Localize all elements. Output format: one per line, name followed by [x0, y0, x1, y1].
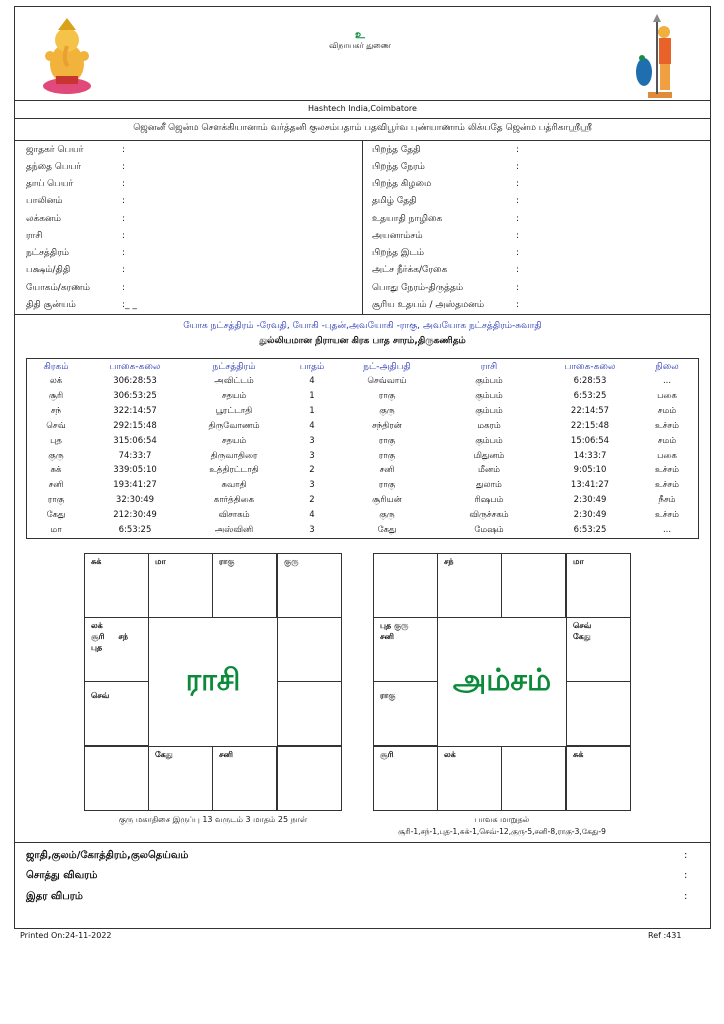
detail-colon: :: [122, 196, 126, 206]
amsam-house-text: கேது: [573, 632, 591, 641]
amsam-house: [437, 746, 502, 811]
detail-colon: :: [122, 145, 126, 155]
detail-label: பொது நேரம்-திருத்தம்: [372, 283, 464, 293]
table-cell: 322:14:57: [113, 405, 157, 416]
table-cell: குரு: [48, 450, 64, 461]
table-cell: கும்பம்: [475, 435, 503, 446]
nirayana-line: துல்லியமான நிராயன கிரக பாத சாரம்,திருகணிதம்: [259, 336, 466, 346]
rasi-house: [212, 746, 277, 811]
table-cell: 32:30:49: [115, 495, 155, 506]
table-cell: 6:53:25: [573, 525, 607, 535]
detail-colon: :: [122, 265, 126, 275]
footer-colon: :: [684, 850, 688, 861]
verse: ஜெனனீ ஜென்ம சௌக்கியானாம் வர்த்தனி குலசம்பதாம் பதவிபூர்வ புண்யாணாம் லிக்யதே ஜென்ம பத்ரிகாஸ்ரீஸ்ரீ: [133, 123, 592, 133]
amsam-house: [373, 617, 438, 682]
table-cell: 2:30:49: [573, 495, 607, 506]
table-cell: ராகு: [378, 390, 396, 401]
table-cell: 2:30:49: [573, 510, 607, 521]
rasi-house: [148, 553, 213, 618]
detail-colon: :: [516, 214, 520, 224]
rasi-house-text: மா: [155, 557, 166, 566]
rasi-house: [84, 681, 149, 746]
amsam-house: [566, 617, 631, 682]
detail-colon: :: [516, 145, 520, 155]
table-cell: 6:53:25: [118, 525, 152, 535]
amsam-house: [373, 681, 438, 746]
table-cell: சுக்: [50, 465, 62, 476]
table-cell: ராகு: [47, 495, 65, 506]
detail-label: பிறந்த கிழமை: [372, 179, 432, 189]
detail-colon: :_ _: [122, 300, 137, 310]
rasi-house-text: லக்: [91, 621, 103, 630]
footer-label: ஜாதி,குலம்/கோத்திரம்,குலதெய்வம்: [26, 850, 189, 861]
table-cell: செவ்வாய்: [367, 376, 407, 386]
table-cell: கும்பம்: [475, 390, 503, 401]
table-cell: குரு: [379, 510, 395, 521]
amsam-house-text: ராகு: [380, 691, 396, 700]
ganesha-image: [38, 16, 96, 96]
detail-colon: :: [122, 214, 126, 224]
table-cell: சதயம்: [221, 435, 247, 446]
table-cell: 15:06:54: [570, 435, 610, 446]
table-cell: சமம்: [657, 435, 677, 446]
table-cell: மகரம்: [477, 420, 501, 431]
table-cell: பூரட்டாதி: [215, 405, 253, 416]
amsam-house: [437, 553, 502, 618]
detail-label: பிறந்த இடம்: [372, 248, 424, 258]
divider: [14, 118, 711, 119]
table-cell: அஸ்வினி: [214, 525, 254, 535]
table-cell: திருவோணம்: [208, 420, 260, 431]
table-cell: உச்சம்: [655, 480, 679, 491]
table-cell: 4: [309, 420, 315, 431]
table-cell: அவிட்டம்: [214, 376, 254, 386]
table-cell: கார்த்திகை: [213, 495, 255, 506]
detail-label: பிறந்த தேதி: [372, 145, 421, 155]
detail-label: ராசி: [26, 231, 43, 241]
table-cell: புத: [50, 435, 62, 446]
detail-label: உதயாதி நாழிகை: [372, 214, 443, 224]
table-cell: சூரியன்: [372, 495, 402, 506]
amsam-house-text: சனி: [380, 632, 394, 641]
rasi-title: ராசி: [185, 662, 241, 698]
amsam-house-text: சந்: [444, 557, 454, 566]
table-cell: திருவாதிரை: [210, 450, 258, 461]
amsam-house: [501, 746, 566, 811]
amsam-center: [437, 617, 567, 747]
table-cell: கும்பம்: [475, 405, 503, 416]
rasi-house-text: கேது: [155, 750, 173, 759]
rasi-house: [84, 617, 149, 682]
table-header: நட்-அதிபதி: [363, 362, 411, 372]
amsam-house-text: புத குரு: [380, 621, 409, 630]
detail-colon: :: [122, 231, 126, 241]
table-cell: நீசம்: [658, 495, 676, 506]
amsam-house: [501, 553, 566, 618]
rasi-house-text: புத: [91, 643, 103, 652]
rasi-center: [148, 617, 278, 747]
rasi-house: [277, 746, 342, 811]
blessing-title: விநாயகர் துணை: [329, 41, 391, 50]
table-cell: 6:28:53: [573, 376, 607, 386]
details-divider: [362, 140, 363, 314]
table-cell: மிதுனம்: [473, 450, 505, 461]
rasi-house: [84, 746, 149, 811]
rasi-house: [148, 746, 213, 811]
table-header: நிலை: [655, 362, 679, 372]
rasi-house: [84, 553, 149, 618]
table-cell: கேது: [377, 525, 397, 535]
table-cell: கேது: [46, 510, 66, 521]
table-cell: சதயம்: [221, 390, 247, 401]
printed-on: Printed On:24-11-2022: [20, 931, 112, 940]
table-cell: சந்: [50, 405, 62, 416]
table-cell: 1: [309, 405, 315, 416]
table-cell: பகை: [657, 390, 677, 401]
detail-label: அட்ச நீர்க்க/ரேகை: [372, 265, 448, 275]
rasi-house-text: குரு: [284, 557, 299, 566]
murugan-image: [634, 14, 678, 100]
table-cell: 22:14:57: [570, 405, 610, 416]
detail-label: லக்கனம்: [26, 214, 61, 224]
rasi-house: [212, 553, 277, 618]
table-header: நட்சத்திரம்: [212, 362, 256, 372]
table-cell: 193:41:27: [113, 480, 157, 491]
amsam-house-text: லக்: [444, 750, 456, 759]
footer-label: சொத்து விவரம்: [26, 870, 98, 881]
table-cell: மேஷம்: [474, 525, 504, 535]
table-cell: 3: [309, 525, 315, 535]
detail-label: அயனாம்சம்: [372, 231, 423, 241]
detail-label: தந்தை பெயர்: [26, 162, 81, 172]
table-cell: கும்பம்: [475, 376, 503, 386]
amsam-house: [566, 681, 631, 746]
table-cell: 4: [309, 510, 315, 521]
detail-label: ஜாதகர் பெயர்: [26, 145, 84, 155]
bhava-caption-title: பாவக மாறுதல்: [474, 815, 530, 824]
table-cell: ராகு: [378, 450, 396, 461]
table-cell: 22:15:48: [570, 420, 610, 431]
detail-label: பாலினம்: [26, 196, 63, 206]
table-cell: சுவாதி: [221, 480, 247, 491]
detail-label: யோகம்/கரணம்: [26, 283, 90, 293]
detail-label: நட்சத்திரம்: [26, 248, 70, 258]
rasi-house: [277, 553, 342, 618]
divider: [14, 842, 711, 843]
table-cell: 3: [309, 480, 315, 491]
amsam-chart: [373, 553, 631, 811]
table-cell: 2: [309, 495, 315, 506]
detail-label: பக்ஷம்/திதி: [26, 265, 71, 275]
rasi-house-text: ராகு: [219, 557, 235, 566]
rasi-house-text: சூரி சந்: [91, 632, 128, 641]
table-cell: 3: [309, 435, 315, 446]
rasi-house-text: செவ்: [91, 691, 110, 700]
rasi-house: [277, 617, 342, 682]
amsam-house: [373, 553, 438, 618]
rasi-house-text: சனி: [219, 750, 233, 759]
table-cell: சந்திரன்: [372, 420, 402, 431]
amsam-house-text: சூரி: [380, 750, 394, 759]
detail-label: திதி சூன்யம்: [26, 300, 76, 310]
divider: [14, 314, 711, 315]
auspicious-mark: உ: [355, 28, 365, 41]
detail-colon: :: [516, 283, 520, 293]
detail-colon: :: [122, 283, 126, 293]
table-cell: 14:33:7: [573, 450, 607, 461]
table-cell: 306:53:25: [113, 390, 157, 401]
rasi-chart: [84, 553, 342, 811]
table-cell: 13:41:27: [570, 480, 610, 491]
table-cell: சமம்: [657, 405, 677, 416]
table-header: ராசி: [480, 362, 498, 372]
table-cell: 2: [309, 465, 315, 476]
table-cell: 1: [309, 390, 315, 401]
table-cell: உச்சம்: [655, 420, 679, 431]
footer-label: இதர விபரம்: [26, 891, 83, 902]
divider: [14, 100, 711, 101]
table-cell: லக்: [49, 376, 63, 386]
table-cell: உச்சம்: [655, 510, 679, 521]
table-cell: 4: [309, 376, 315, 386]
detail-colon: :: [516, 300, 520, 310]
table-cell: 74:33:7: [118, 450, 152, 461]
dasa-caption: குரு மகாதிசை இருப்பு 13 வருடம் 3 மாதம் 25 நாள்: [118, 815, 308, 824]
amsam-house-text: சுக்: [573, 750, 584, 759]
table-header: பாகை-கலை: [564, 362, 616, 372]
table-cell: சனி: [379, 465, 395, 476]
amsam-house: [566, 553, 631, 618]
table-cell: உத்திரட்டாதி: [209, 465, 259, 476]
footer-colon: :: [684, 891, 688, 902]
table-cell: சூரி: [48, 390, 64, 401]
table-cell: 306:28:53: [113, 376, 157, 386]
amsam-title: அம்சம்: [452, 662, 552, 698]
table-cell: ...: [662, 376, 672, 386]
table-cell: 292:15:48: [113, 420, 157, 431]
ref-number: Ref :431: [648, 931, 682, 940]
firm-name: Hashtech India,Coimbatore: [308, 104, 417, 113]
bhava-caption-detail: சூரி-1,சந்-1,புத-1,சுக்-1,செவ்-12,குரு-5,சனி-8,ராகு-3,கேது-9: [398, 827, 606, 836]
table-cell: 6:53:25: [573, 390, 607, 401]
table-cell: 315:06:54: [113, 435, 157, 446]
table-cell: 3: [309, 450, 315, 461]
detail-colon: :: [516, 162, 520, 172]
table-cell: துலாம்: [476, 480, 502, 491]
table-cell: ராகு: [378, 480, 396, 491]
table-cell: பகை: [657, 450, 677, 461]
table-cell: சனி: [48, 480, 64, 491]
detail-colon: :: [516, 231, 520, 241]
amsam-house: [566, 746, 631, 811]
table-cell: ...: [662, 525, 672, 535]
table-cell: விசாகம்: [218, 510, 250, 521]
table-cell: மீனம்: [478, 465, 500, 476]
footer-colon: :: [684, 870, 688, 881]
table-cell: 339:05:10: [113, 465, 157, 476]
detail-label: தமிழ் தேதி: [372, 196, 417, 206]
amsam-house: [373, 746, 438, 811]
rasi-house: [277, 681, 342, 746]
table-cell: 212:30:49: [113, 510, 157, 521]
table-header: கிரகம்: [43, 362, 69, 372]
detail-colon: :: [122, 179, 126, 189]
table-cell: ரிஷபம்: [474, 495, 504, 506]
detail-label: பிறந்த நேரம்: [372, 162, 425, 172]
table-header: பாதம்: [299, 362, 325, 372]
table-cell: ராகு: [378, 435, 396, 446]
table-cell: உச்சம்: [655, 465, 679, 476]
detail-colon: :: [516, 248, 520, 258]
yoga-line: யோக நட்சத்திரம் -ரேவதி, யோகி -புதன்,அவயோகி -ராகு, அவயோக நட்சத்திரம்-சுவாதி: [183, 321, 542, 331]
table-header: பாகை-கலை: [109, 362, 161, 372]
table-cell: குரு: [379, 405, 395, 416]
detail-colon: :: [516, 265, 520, 275]
detail-colon: :: [516, 179, 520, 189]
amsam-house-text: செவ்: [573, 621, 592, 630]
table-cell: 9:05:10: [573, 465, 607, 476]
detail-label: தாய் பெயர்: [26, 179, 74, 189]
amsam-house-text: மா: [573, 557, 584, 566]
table-cell: செவ்: [46, 420, 66, 431]
detail-colon: :: [122, 248, 126, 258]
table-cell: விருச்சகம்: [469, 510, 509, 521]
detail-colon: :: [516, 196, 520, 206]
detail-colon: :: [122, 162, 126, 172]
detail-label: சூரிய உதயம் / அஸ்தமனம்: [372, 300, 485, 310]
rasi-house-text: சுக்: [91, 557, 102, 566]
table-cell: மா: [50, 525, 62, 535]
